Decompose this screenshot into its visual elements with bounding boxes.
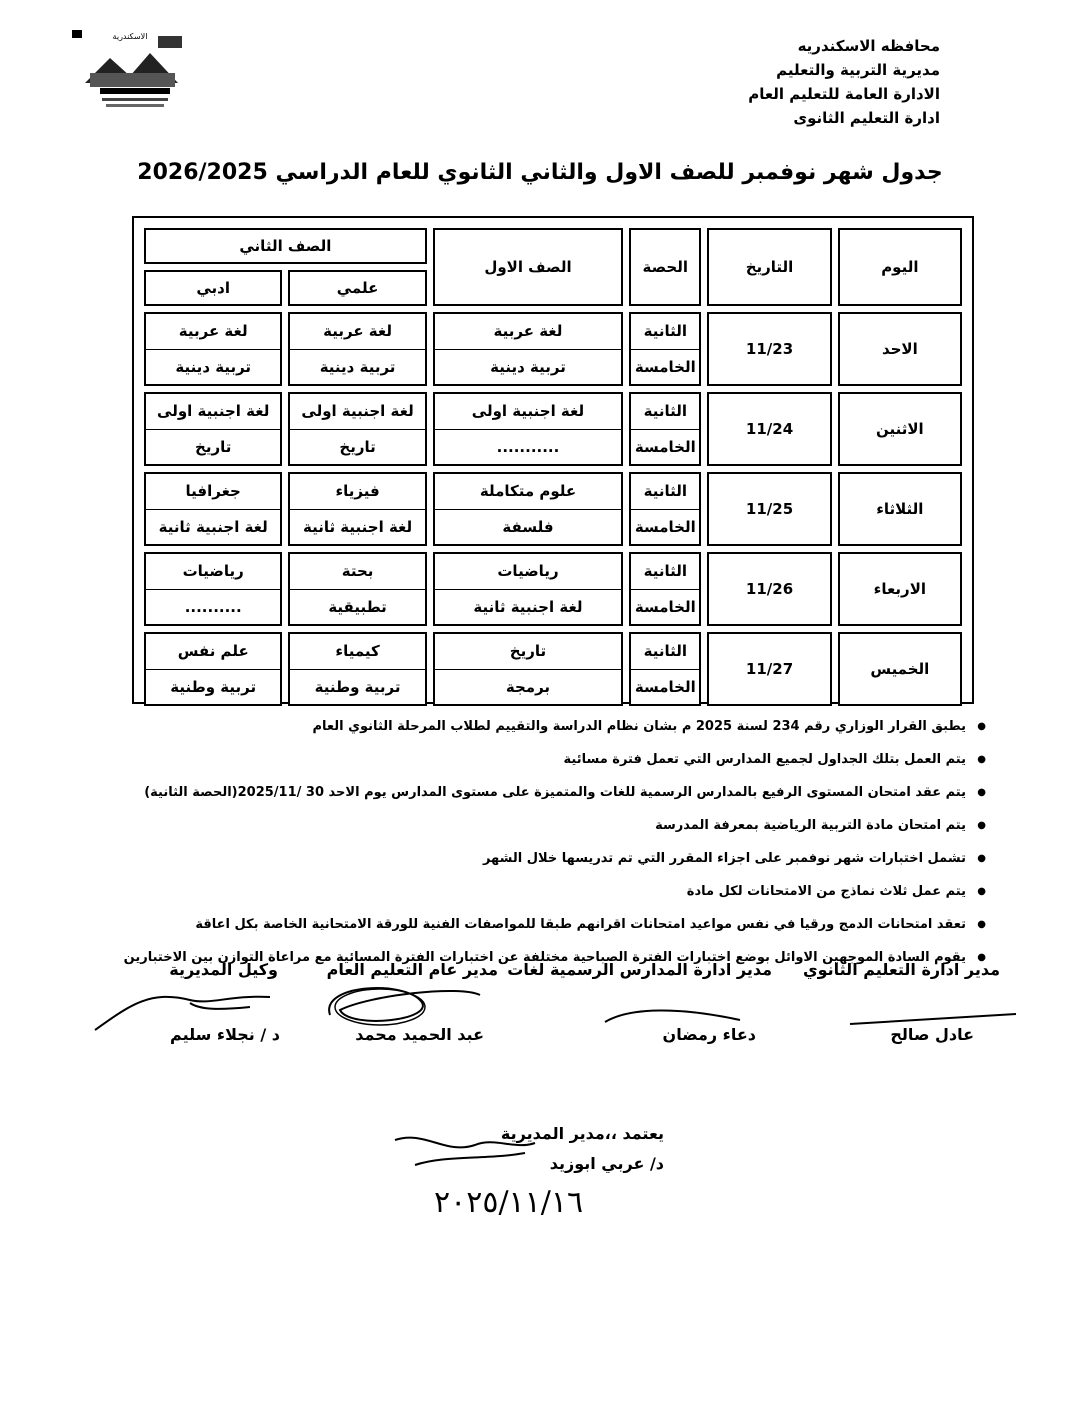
period-second: الثانية	[631, 394, 699, 430]
row-science	[288, 392, 426, 466]
grade1-subject-2: برمجة	[505, 677, 551, 696]
arts-subject-2: تربية وطنية	[170, 677, 257, 696]
list-item: ● يتم عمل ثلاث نماذج من الامتحانات لكل مادة	[106, 875, 966, 908]
row-day: الخميس	[838, 632, 962, 706]
row-date: 11/25	[707, 472, 831, 546]
logo-caption: الاسكندرية	[112, 32, 148, 41]
list-item: ● تشمل اختبارات شهر نوفمبر على اجزاء المقرر التي تم تدريسها خلال الشهر	[106, 842, 966, 875]
name-naglaa-selim: د / نجلاء سليم	[170, 1025, 280, 1044]
row-arts	[144, 472, 282, 546]
science-subject-1: لغة عربية	[290, 314, 424, 350]
row-grade1	[433, 632, 623, 706]
row-science	[288, 552, 426, 626]
row-arts	[144, 552, 282, 626]
grade1-subject-2: فلسفة	[502, 517, 554, 536]
row-periods	[629, 312, 701, 386]
period-fifth: الخامسة	[634, 597, 696, 616]
header-line-secondary-admin: ادارة التعليم الثانوى	[793, 109, 940, 127]
period-fifth: الخامسة	[634, 437, 696, 456]
table-row	[144, 312, 962, 386]
arts-subject-1: جغرافيا	[146, 474, 280, 510]
science-subject-1: كيمياء	[290, 634, 424, 670]
schedule-table-frame	[132, 216, 974, 704]
list-item: ● تعقد امتحانات الدمج ورقيا في نفس مواعيد امتحانات اقرانهم طبقا للمواصفات الفنية للورقة الامتحانية الخاصة بكل اعاقة	[106, 908, 966, 941]
row-arts	[144, 312, 282, 386]
period-fifth: الخامسة	[634, 517, 696, 536]
grade1-subject-1: علوم متكاملة	[435, 474, 621, 510]
grade1-subject-1: تاريخ	[435, 634, 621, 670]
table-row	[144, 632, 962, 706]
title-deputy-directorate: وكيل المديرية	[169, 960, 278, 979]
row-date: 11/26	[707, 552, 831, 626]
header-grade2: الصف الثاني	[144, 228, 427, 264]
list-item: ● يقوم السادة الموجهين الاوائل بوضع اختبارات الفترة الصباحية مختلفة عن اختبارات الفترة المسائية مع مراعاة التوازن بين الاختبارين	[106, 941, 966, 974]
arts-subject-1: علم نفس	[146, 634, 280, 670]
row-arts	[144, 392, 282, 466]
row-science	[288, 312, 426, 386]
header-line-governorate: محافظه الاسكندريه	[797, 37, 940, 55]
grade1-subject-2: لغة اجنبية ثانية	[473, 597, 583, 616]
science-subject-1: فيزياء	[290, 474, 424, 510]
header-period: الحصة	[629, 228, 701, 306]
period-fifth: الخامسة	[634, 677, 696, 696]
header-day: اليوم	[838, 228, 962, 306]
row-science	[288, 632, 426, 706]
period-fifth: الخامسة	[634, 357, 696, 376]
arts-subject-2: تربية دينية	[175, 357, 252, 376]
grade1-subject-2: تربية دينية	[490, 357, 566, 376]
title-language-schools-director: مدير ادارة المدارس الرسمية لغات	[507, 960, 772, 979]
row-day: الاحد	[838, 312, 962, 386]
directorate-logo-icon	[70, 28, 190, 114]
row-grade1	[433, 472, 623, 546]
schedule-table	[138, 222, 968, 712]
row-grade1	[433, 392, 623, 466]
arts-subject-2: تاريخ	[195, 437, 232, 456]
period-second: الثانية	[631, 474, 699, 510]
row-periods	[629, 472, 701, 546]
arts-subject-1: رياضيات	[146, 554, 280, 590]
row-grade1	[433, 312, 623, 386]
header-line-directorate: مديرية التربية والتعليم	[776, 61, 940, 79]
title-secondary-director: مدير ادارة التعليم الثانوي	[802, 960, 1000, 979]
header-date: التاريخ	[707, 228, 831, 306]
title-general-education-director: مدير عام التعليم العام	[326, 960, 498, 979]
approval-label: يعتمد ،،مدير المديرية	[500, 1124, 664, 1143]
science-subject-2: تاريخ	[339, 437, 376, 456]
grade1-subject-2: ...........	[496, 437, 560, 456]
name-abdelhamid-mohamed: عبد الحميد محمد	[355, 1025, 484, 1044]
row-day: الاثنين	[838, 392, 962, 466]
handwritten-date: ٢٠٢٥/١١/١٦	[434, 1185, 584, 1220]
grade1-subject-1: رياضيات	[435, 554, 621, 590]
table-row	[144, 392, 962, 466]
science-subject-2: لغة اجنبية ثانية	[302, 517, 413, 536]
row-periods	[629, 552, 701, 626]
notes-list	[106, 710, 984, 974]
science-subject-2: تربية دينية	[319, 357, 396, 376]
header-grade1: الصف الاول	[433, 228, 623, 306]
arts-subject-1: لغة اجنبية اولى	[146, 394, 280, 430]
list-item: ● يطبق القرار الوزاري رقم 234 لسنة 2025 م بشان نظام الدراسة والتقييم لطلاب المرحلة الثانوي العام	[106, 710, 966, 743]
list-item: ● يتم عقد امتحان المستوى الرفيع بالمدارس الرسمية للغات والمتميزة على مستوى المدارس يوم الاحد 30 /2025/11(الحصة الثانية)	[106, 776, 966, 809]
approval-name: د/ عربي ابوزيد	[549, 1154, 664, 1173]
science-subject-1: لغة اجنبية اولى	[290, 394, 424, 430]
row-date: 11/24	[707, 392, 831, 466]
list-item: ● يتم امتحان مادة التربية الرياضية بمعرفة المدرسة	[106, 809, 966, 842]
row-date: 11/23	[707, 312, 831, 386]
name-adel-saleh: عادل صالح	[890, 1025, 974, 1044]
document-title: جدول شهر نوفمبر للصف الاول والثاني الثانوي للعام الدراسي 2026/2025	[137, 160, 943, 185]
header-arts: ادبي	[144, 270, 282, 306]
directorate-header	[748, 34, 940, 130]
arts-subject-1: لغة عربية	[146, 314, 280, 350]
science-subject-2: تربية وطنية	[314, 677, 401, 696]
period-second: الثانية	[631, 554, 699, 590]
row-day: الاربعاء	[838, 552, 962, 626]
row-periods	[629, 392, 701, 466]
row-day: الثلاثاء	[838, 472, 962, 546]
header-line-general-admin: الادارة العامة للتعليم العام	[748, 85, 940, 103]
science-subject-1: بحتة	[290, 554, 424, 590]
name-doaa-ramadan: دعاء رمضان	[662, 1025, 756, 1044]
row-grade1	[433, 552, 623, 626]
header-science: علمي	[288, 270, 426, 306]
list-item: ● يتم العمل بتلك الجداول لجميع المدارس التي تعمل فترة مسائية	[106, 743, 966, 776]
period-second: الثانية	[631, 314, 699, 350]
row-date: 11/27	[707, 632, 831, 706]
grade1-subject-1: لغة عربية	[435, 314, 621, 350]
grade1-subject-1: لغة اجنبية اولى	[435, 394, 621, 430]
row-science	[288, 472, 426, 546]
period-second: الثانية	[631, 634, 699, 670]
table-row	[144, 472, 962, 546]
arts-subject-2: لغة اجنبية ثانية	[158, 517, 268, 536]
row-arts	[144, 632, 282, 706]
signature-scribble-icon	[385, 1125, 545, 1175]
arts-subject-2: ..........	[184, 597, 242, 616]
science-subject-2: تطبيقية	[328, 597, 387, 616]
row-periods	[629, 632, 701, 706]
table-row	[144, 552, 962, 626]
